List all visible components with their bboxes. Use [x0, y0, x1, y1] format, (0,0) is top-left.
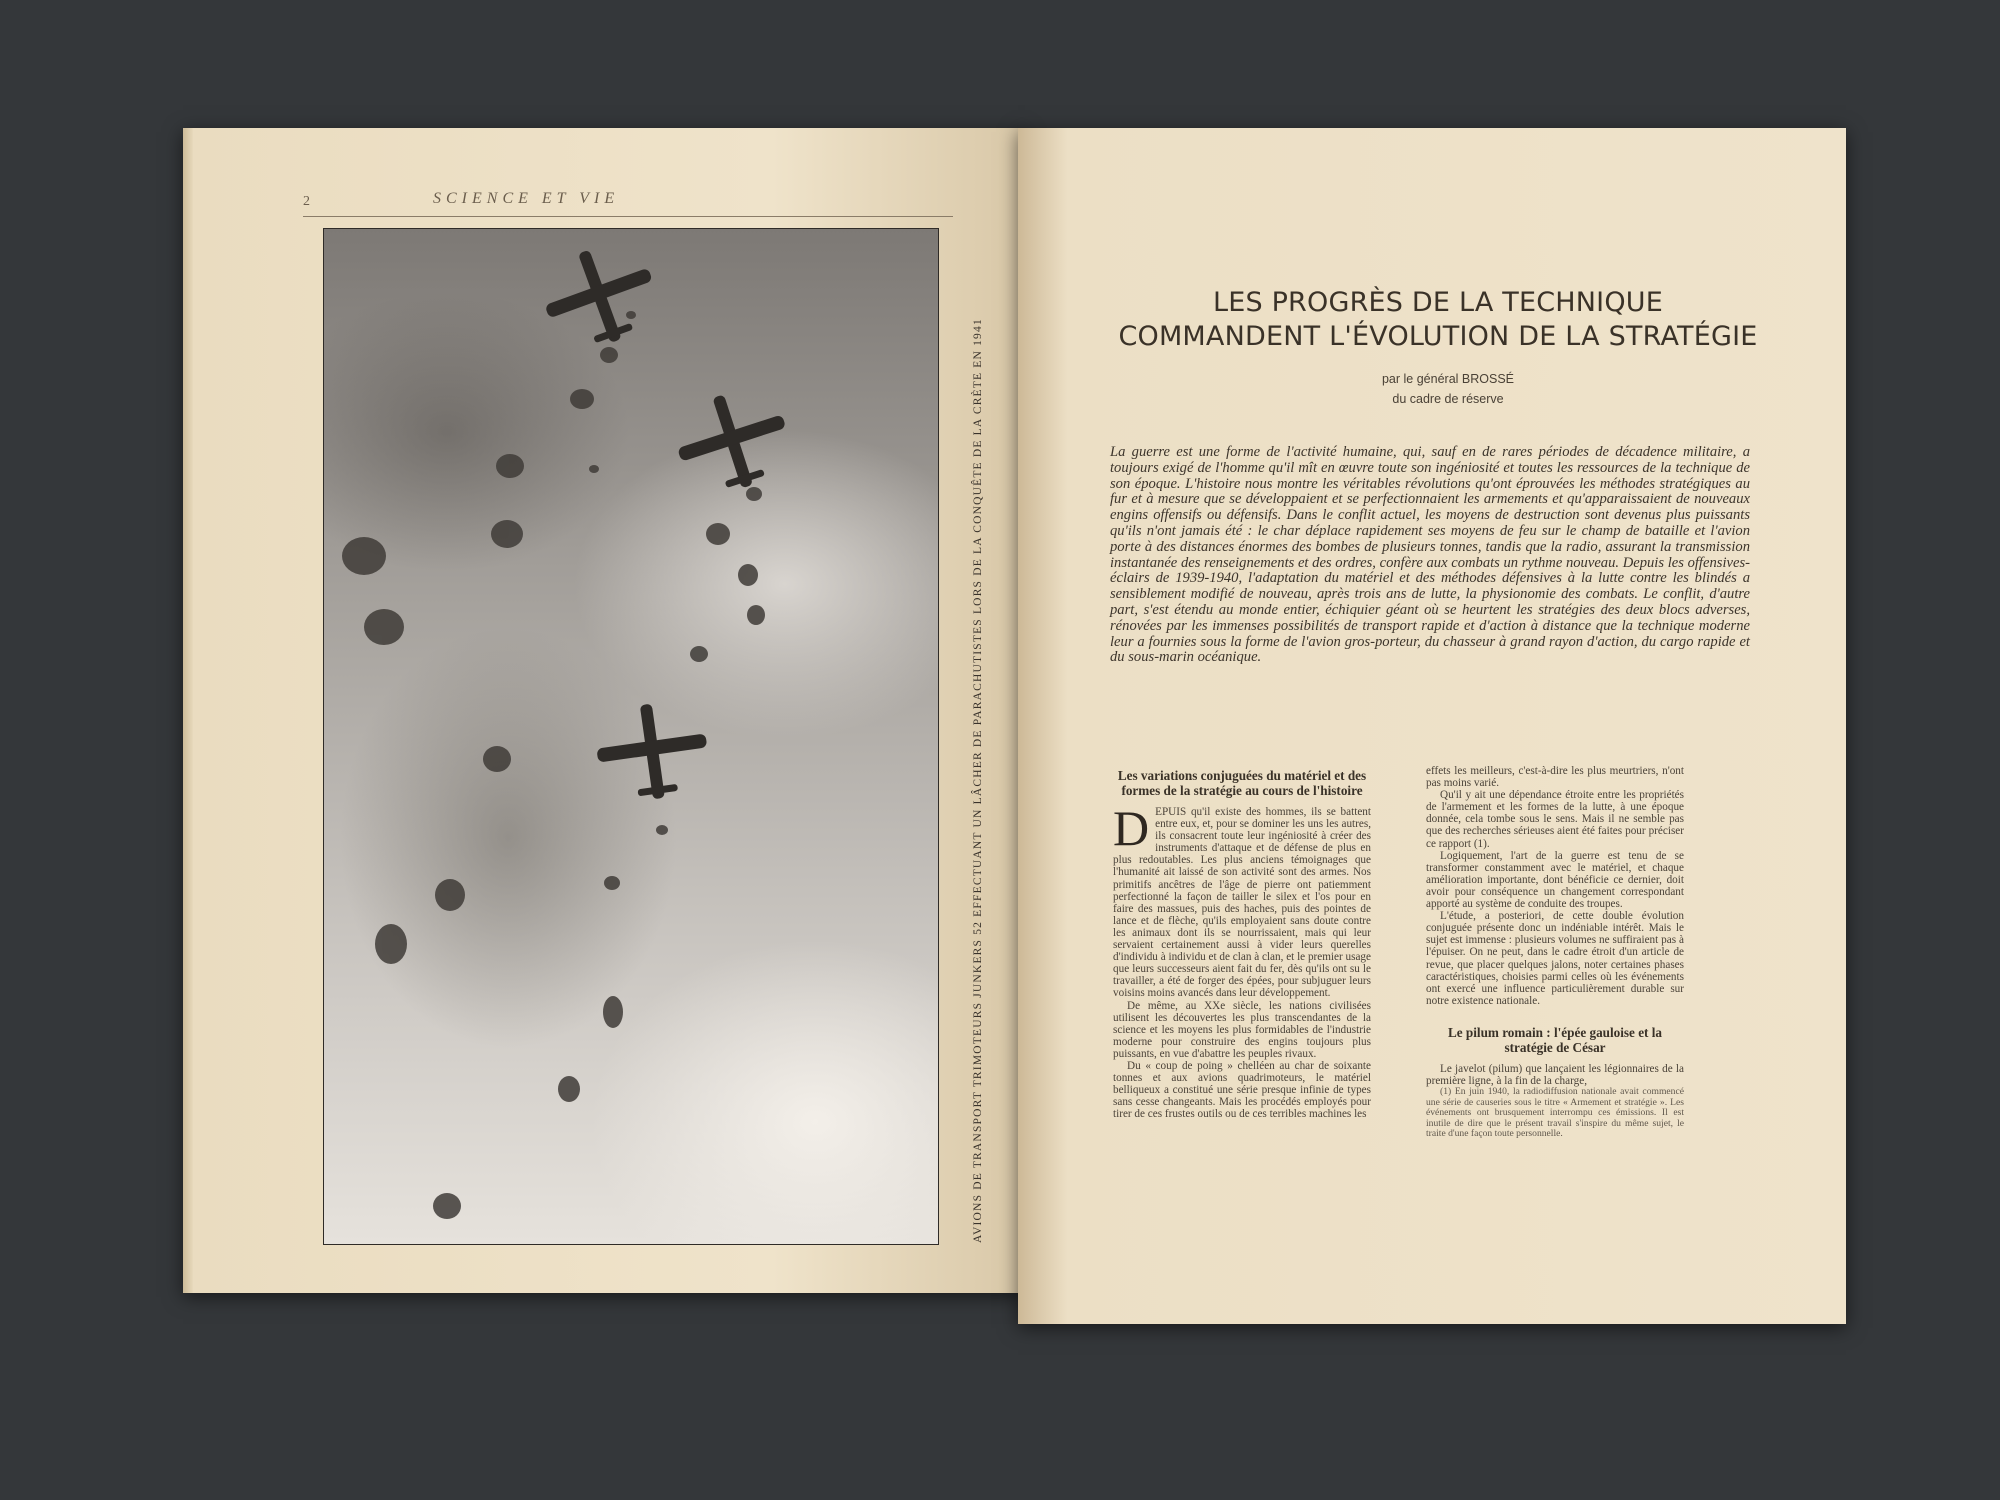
right-page	[1018, 128, 1846, 1324]
paragraph	[1113, 800, 1371, 1000]
page-edge	[183, 128, 193, 1293]
paragraph: L'étude, a posteriori, de cette double évolution conjuguée présente donc un indéniable intérêt. Mais le sujet est immense : plusieurs volumes ne suffiraient pas à l'épuiser. On ne peut, dans le cadre étroit d'un article de revue, que placer quelques jalons, noter certaines phases caractéristiques, choisies parmi celles où les événements ont exercé une influence particulièrement durable sur notre existence nationale.	[1426, 910, 1684, 1007]
paragraph: Du « coup de poing » chelléen au char de soixante tonnes et aux avions quadrimoteurs, le matériel belliqueux a constitué une série presque infinie de types sans cesse changeants. Mais les procédés employés pour tirer de ces frustes outils ou de ces terribles machines les	[1113, 1059, 1371, 1121]
drop-cap: D	[1113, 800, 1150, 856]
section-heading: Les variations conjuguées du matériel et des formes de la stratégie au cours de l'histoire	[1117, 768, 1367, 798]
paragraph-text: EPUIS qu'il existe des hommes, ils se battent entre eux, et, pour se dominer les uns les autres, ils consacrent toute leur ingéniosité à créer des instruments d'attaque et de défense de plus en plus redoutables. Les plus anciens témoignages que l'humanité ait laissé de son activité sont des armes. Nos primitifs ancêtres de l'âge de pierre ont patiemment perfectionné la façon de tailler le silex et l'os pour en faire des massues, puis des haches, puis des pointes de lance et de flèche, qu'ils employaient sans doute contre les animaux dont ils se nourrissaient, mais qui leur servaient certainement aussi à vider leurs querelles d'individu à individu et de clan à clan, et le premier usage que leurs successeurs aient fait du fer, dès qu'ils ont su le travailler, a été de forger des épées, pour subjuguer leurs voisins moins avancés dans leur développement.	[1113, 806, 1371, 1000]
section-heading: Le pilum romain : l'épée gauloise et la stratégie de César	[1447, 1024, 1663, 1055]
article-intro: La guerre est une forme de l'activité humaine, qui, sauf en de rares périodes de décadence militaire, a toujours exigé de l'homme qu'il mît en œuvre toute son ingéniosité et toutes les ressources de la technique de son époque. L'histoire nous montre les véritables révolutions qu'ont éprouvées les méthodes stratégiques au fur et à mesure que se développaient et se perfectionnaient les armements et qu'apparaissaient de nouveaux engins offensifs ou défensifs. Dans le conflit actuel, les moyens de destruction sont devenus plus puissants qu'ils n'ont jamais été : le char déplace rapidement ses moyens de feu sur le champ de bataille et l'avion porte à des distances énormes des bombes de plusieurs tonnes, tandis que la radio, assurant la transmission instantanée des renseignements et des ordres, confère aux combats un rythme nouveau. Depuis les offensives-éclairs de 1939-1940, l'adaptation du matériel et des méthodes défensives à la lutte contre les blindés a sensiblement modifié de nouveau, après trois ans de lutte, la physionomie des combats. Le conflit, d'autre part, s'est étendu au monde entier, échiquier géant où se heurtent les stratégies des deux blocs adverses, rénovées par les immenses possibilités de transport rapide et d'action à distance que la technique moderne leur a fournies sous la forme de l'avion gros-porteur, du chasseur à grand rayon d'action, du cargo rapide et du sous-marin océanique.	[1110, 444, 1750, 666]
photo-illustration	[324, 229, 938, 1244]
parachute-drop-photo	[323, 228, 939, 1245]
title-line-2: COMMANDENT L'ÉVOLUTION DE LA STRATÉGIE	[1118, 321, 1758, 352]
transport-planes	[532, 233, 800, 806]
photo-caption	[958, 228, 984, 1243]
author-rank: du cadre de réserve	[1392, 392, 1504, 406]
footnote: (1) En juin 1940, la radiodiffusion nationale avait commencé une série de causeries sous le titre « Armement et stratégie ». Les événements ont brusquement interrompu ces émissions. Il est inutile de dire que le présent travail s'inspire du même sujet, le traite d'une façon toute personnelle.	[1426, 1086, 1684, 1140]
running-head: SCIENCE ET VIE	[433, 190, 620, 207]
left-page	[183, 128, 1025, 1293]
paragraph: Qu'il y ait une dépendance étroite entre les propriétés de l'armement et les formes de la lutte, à une époque donnée, cela tombe sous le sens. Mais il ne semble pas que des recherches sérieuses aient été faites pour préciser ce rapport (1).	[1426, 789, 1684, 850]
plane-icon	[591, 697, 713, 806]
plane-icon	[666, 379, 800, 503]
paragraph: Le javelot (pilum) que lançaient les légionnaires de la première ligne, à la fin de la charge,	[1426, 1062, 1684, 1087]
page-number: 2	[303, 194, 310, 209]
article-title	[1088, 286, 1788, 354]
author-name: par le général BROSSÉ	[1381, 372, 1514, 386]
paragraph: Logiquement, l'art de la guerre est tenu de se transformer constamment avec le matériel, et chaque amélioration importante, dont bénéficie ce dernier, doit avoir pour conséquence un changement correspondant apporté au système de conduite des troupes.	[1426, 849, 1684, 911]
byline	[1298, 369, 1598, 409]
text-column-1	[1113, 768, 1371, 1120]
header-rule	[303, 216, 953, 217]
paragraph: De même, au XXe siècle, les nations civilisées utilisent les découvertes les plus transcendantes de la science et les moyens les plus formidables de l'industrie moderne pour construire des engins toujours plus puissants, en vue d'abattre les peuples rivaux.	[1113, 999, 1371, 1060]
title-line-1: LES PROGRÈS DE LA TECHNIQUE	[1212, 287, 1664, 318]
plane-icon	[532, 233, 668, 360]
paragraph: effets les meilleurs, c'est-à-dire les plus meurtriers, n'ont pas moins varié.	[1426, 765, 1684, 790]
text-column-2	[1426, 765, 1684, 1140]
photo-caption-text: AVIONS DE TRANSPORT TRIMOTEURS JUNKERS 52 EFFECTUANT UN LÂCHER DE PARACHUTISTES LORS DE LA CONQUÊTE DE LA CRÈTE EN 1941	[972, 318, 984, 1243]
